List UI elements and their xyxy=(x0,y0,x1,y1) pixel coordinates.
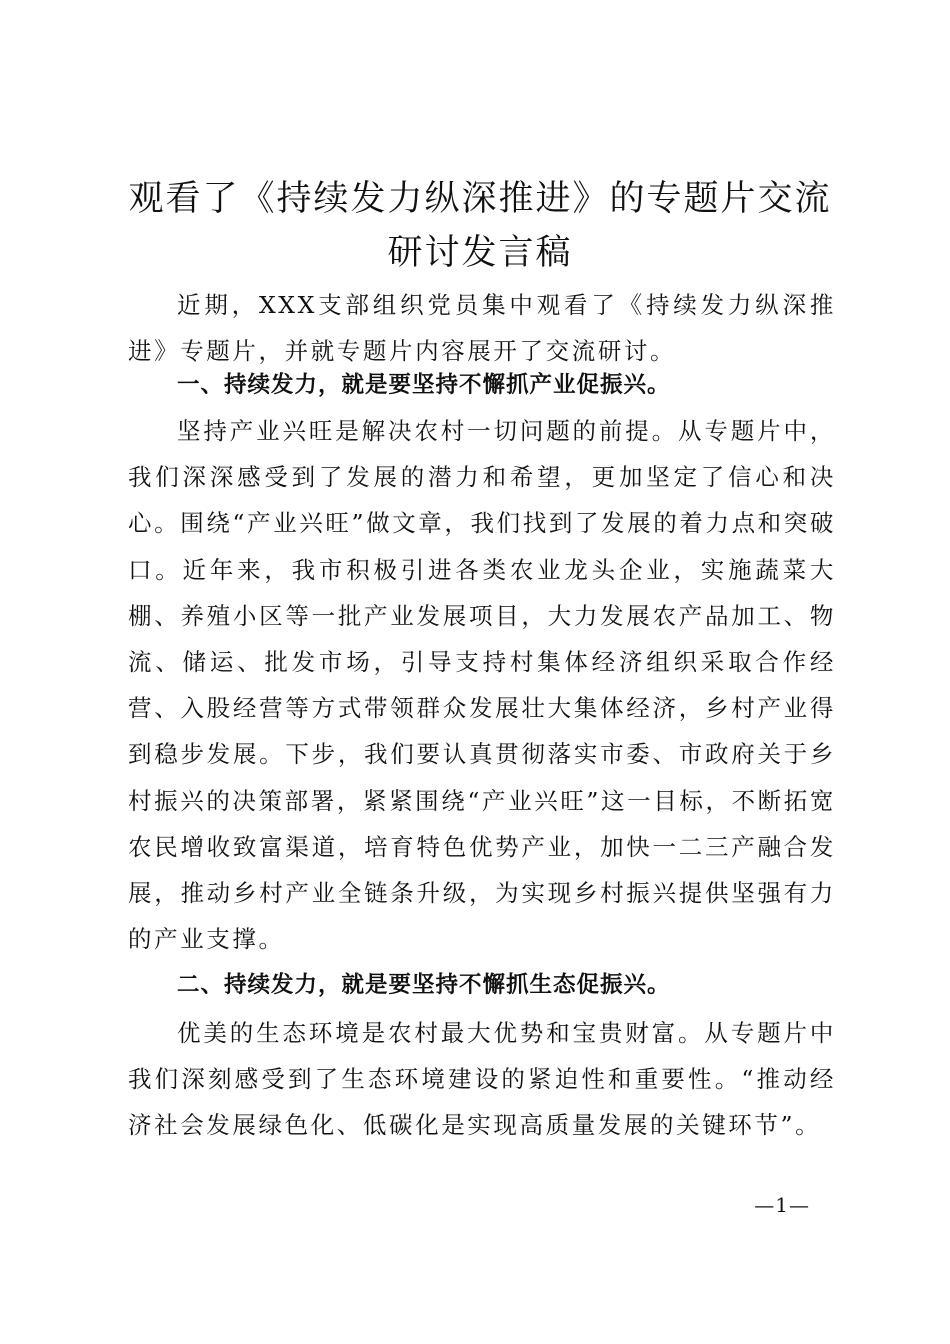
section-2-paragraph: 优美的生态环境是农村最大优势和宝贵财富。从专题片中我们深刻感受到了生态环境建设的紧迫性和重要性。“推动经济社会发展绿色化、低碳化是实现高质量发展的关键环节”。 xyxy=(128,1019,836,1140)
intro-paragraph: 近期，XXX支部组织党员集中观看了《持续发力纵深推进》专题片，并就专题片内容展开了交流研讨。 xyxy=(128,291,836,366)
section-1-heading: 一、持续发力，就是要坚持不懈抓产业促振兴。 xyxy=(177,372,671,398)
section-1-paragraph: 坚持产业兴旺是解决农村一切问题的前提。从专题片中，我们深深感受到了发展的潜力和希望，更加坚定了信心和决心。围绕“产业兴旺”做文章，我们找到了发展的着力点和突破口。近年来，我市积极引进各类农业龙头企业，实施蔬菜大棚、养殖小区等一批产业发展项目，大力发展农产品加工、物流、储运、批发市场，引导支持村集体经济组织采取合作经营、入股经营等方式带领群众发展壮大集体经济，乡村产业得到稳步发展。下步，我们要认真贯彻落实市委、市政府关于乡村振兴的决策部署，紧紧围绕“产业兴旺”这一目标，不断拓宽农民增收致富渠道，培育特色优势产业，加快一二三产融合发展，推动乡村产业全链条升级，为实现乡村振兴提供坚强有力的产业支撑。 xyxy=(128,417,836,954)
page-number: —1— xyxy=(754,1193,810,1217)
document-title: 观看了《持续发力纵深推进》的专题片交流研讨发言稿 xyxy=(128,179,832,273)
section-2-heading: 二、持续发力，就是要坚持不懈抓生态促振兴。 xyxy=(177,972,671,998)
